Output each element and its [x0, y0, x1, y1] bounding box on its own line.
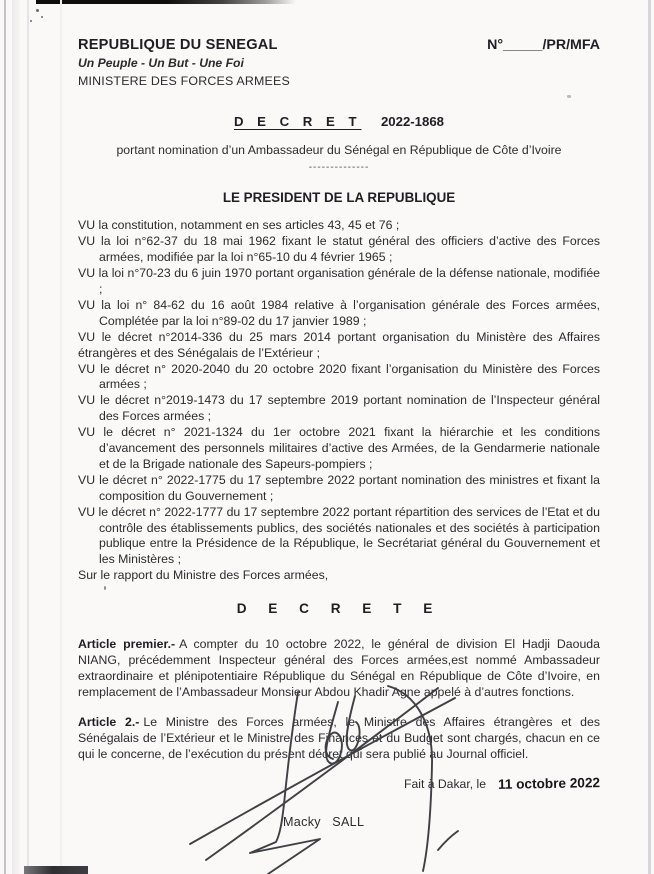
- report-line: Sur le rapport du Ministre des Forces armées,: [78, 568, 329, 583]
- page-left-edge-line: [4, 0, 6, 874]
- place-line: Fait à Dakar, le: [404, 777, 486, 792]
- authority-heading: LE PRESIDENT DE LA REPUBLIQUE: [222, 190, 456, 206]
- top-scan-edge-line: [36, 0, 296, 4]
- page-right-edge-line: [648, 0, 651, 874]
- dash-separator: --------------: [308, 161, 370, 173]
- header-left-block: [78, 38, 290, 90]
- decree-title-word: D E C R E T: [233, 113, 362, 129]
- place-and-date-line: [78, 776, 600, 793]
- scan-speck: [30, 20, 32, 22]
- decree-date: 11 octobre 2022: [497, 775, 601, 793]
- vu-clauses: [78, 218, 600, 584]
- decree-subtitle: portant nomination d’un Ambassadeur du Sénégal en République de Côte d’Ivoire: [116, 142, 562, 157]
- document-header: [78, 38, 600, 90]
- article-2: [78, 715, 600, 763]
- closing-block: [78, 776, 600, 874]
- vu-clause: VU la loi n° 84-62 du 16 août 1984 relative à l’organisation générale des Forces armées, Complétée par la loi n°89-02 du 17 janvier 1989 ;: [78, 297, 600, 328]
- document-body: [78, 38, 600, 874]
- article-premier-label: Article premier.-: [78, 637, 176, 652]
- vu-clause: VU le décret n° 2020-2040 du 20 octobre 2020 fixant l’organisation du Ministère des Forces armées ;: [78, 361, 600, 392]
- vu-clause: VU la loi n°62-37 du 18 mai 1962 fixant le statut général des officiers d’active des Forces armées, modifiée par la loi n°65-10 du 4 février 1965 ;: [78, 234, 600, 265]
- vu-clause: VU le décret n° 2022-1777 du 17 septembre 2022 portant répartition des services de l’Etat et du contrôle des établissements publics, des sociétés nationales et des sociétés à participation publique entre la Présidence de la République, le Secrétariat général du Gouvernement et les Ministères ;: [78, 504, 600, 567]
- signer-name: Macky SALL: [283, 815, 365, 830]
- vu-clause: VU la loi n°70-23 du 6 juin 1970 portant organisation générale de la défense nationale, modifiée ;: [78, 266, 600, 296]
- vu-clause: VU la constitution, notamment en ses articles 43, 45 et 76 ;: [78, 218, 400, 233]
- page-left-fold-line: [27, 0, 29, 874]
- ministry-name: MINISTERE DES FORCES ARMEES: [78, 73, 290, 88]
- scan-speck: [41, 16, 43, 18]
- vu-clause: VU le décret n°2014-336 du 25 mars 2014 portant organisation du Ministère des Affaires étrangères et des Sénégalais de l’Extérieur ;: [78, 329, 600, 360]
- scan-speck: [36, 9, 39, 12]
- decree-title-line: [78, 114, 600, 131]
- article-premier: [78, 637, 600, 701]
- page-left-edge-band: [12, 0, 20, 874]
- republic-title: REPUBLIQUE DU SENEGAL: [78, 37, 278, 53]
- decree-reference-number: N°_____/PR/MFA: [487, 37, 600, 53]
- vu-clause: VU le décret n° 2022-1775 du 17 septembre 2022 portant nomination des ministres et fixant la composition du Gouvernement ;: [78, 472, 600, 503]
- article-premier-text: A compter du 10 octobre 2022, le général de division El Hadji Daouda NIANG, précédemment Inspecteur général des Forces armées,est nommé Ambassadeur extraordinaire et plénipotentiaire République du Sénégal en République de Côte d’Ivoire, en remplacement de l’Ambassadeur Monsieur Abdou Khadir Agne appelé à d’autres fonctions.: [78, 637, 600, 699]
- decree-title-number: 2022-1868: [380, 113, 445, 129]
- article-2-label: Article 2.-: [78, 714, 140, 729]
- decrete-heading: D E C R E T E: [236, 601, 442, 617]
- article-2-text: Le Ministre des Forces armées, le Ministre des Affaires étrangères et des Sénégalais de l’Extérieur et le Ministre des Finances et du Budget sont chargés, chacun en ce qui le concerne, de l’exécution du présent décret qui sera publié au Journal officiel.: [78, 714, 600, 761]
- vu-clause: VU le décret n°2019-1473 du 17 septembre 2019 portant nomination de l’Inspecteur général des Forces armées ;: [78, 393, 600, 424]
- vu-clause: VU le décret n° 2021-1324 du 1er octobre 2021 fixant la hiérarchie et les conditions d’avancement des personnels militaires d’active des Armées, de la Gendarmerie nationale et de la Brigade nationale des Sapeurs-pompiers ;: [78, 425, 600, 471]
- national-motto: Un Peuple - Un But - Une Foi: [78, 55, 244, 70]
- page-left-faint-line: [60, 0, 62, 874]
